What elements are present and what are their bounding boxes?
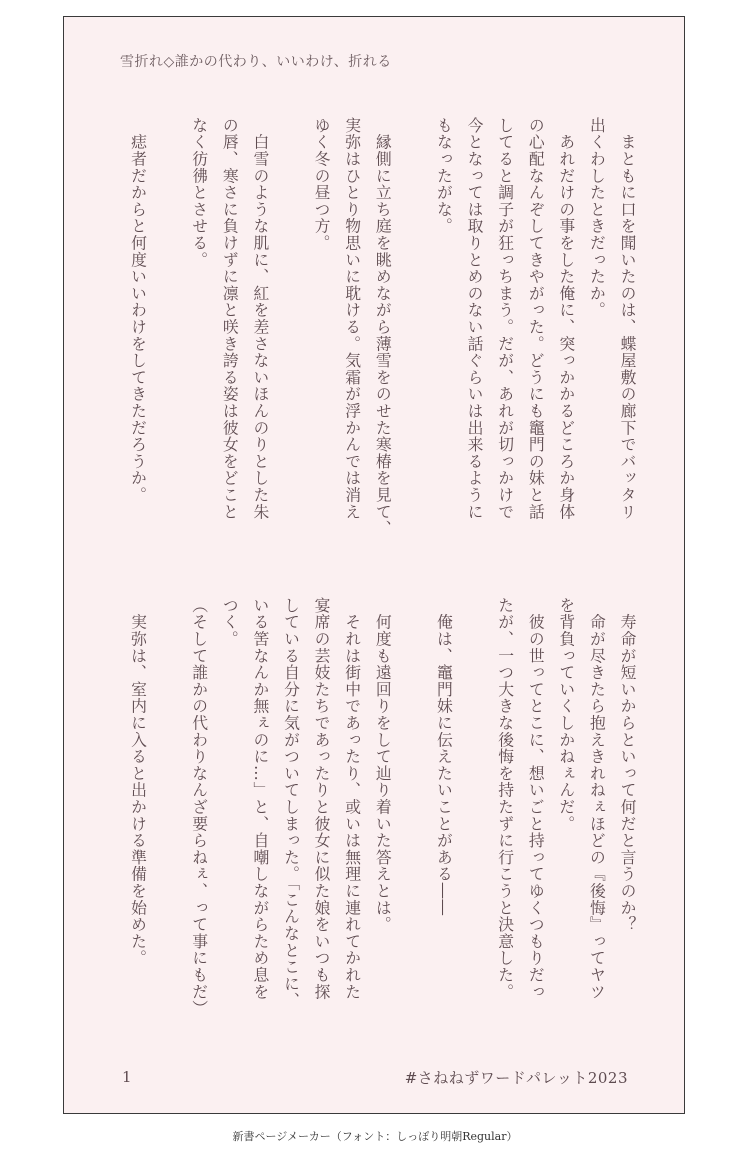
text-line: 痣者だからと何度いいわけをしてきただろうか。 — [128, 117, 148, 504]
text-line: つく。 — [220, 597, 240, 648]
text-line: 実弥はひとり物思いに耽ける。気霜が浮かんでは消え — [342, 117, 362, 521]
text-line: それは街中であったり、或いは無理に連れてかれた — [342, 597, 362, 1001]
text-line — [153, 117, 184, 567]
page-number: 1 — [122, 1068, 132, 1086]
text-line: 俺は、竈門妹に伝えたいことがある―― — [434, 597, 454, 917]
text-line: ゆく冬の昼つ方。 — [312, 117, 332, 252]
text-line: 今となっては取りとめのない話ぐらいは出来るように — [465, 117, 485, 521]
text-line — [153, 597, 184, 1047]
text-line: 出くわしたときだったか。 — [587, 117, 607, 319]
text-line: （そして誰かの代わりなんざ要らねぇ、って事にもだ） — [189, 597, 209, 1017]
text-line: している自分に気がついてしまった。「こんなとこに、 — [281, 597, 301, 1010]
page-header-title: 雪折れ◇誰かの代わり、いいわけ、折れる — [120, 54, 392, 70]
text-line — [458, 597, 489, 1047]
text-line: 縁側に立ち庭を眺めながら薄雪をのせた寒椿を見て、 — [373, 117, 393, 537]
text-line: 何度も遠回りをして辿り着いた答えとは。 — [373, 597, 393, 933]
text-line: 実弥は、室内に入ると出かける準備を始めた。 — [128, 597, 148, 967]
text-line: たが、一つ大きな後悔を持たずに行こうと決意した。 — [495, 597, 515, 1001]
maker-caption: 新書ページメーカー（フォント：しっぽり明朝Regular） — [232, 1130, 518, 1143]
text-line — [397, 117, 428, 567]
hashtag-label: #さねねずワードパレット2023 — [404, 1069, 628, 1087]
text-line: の唇、寒さに負けずに凛と咲き誇る姿は彼女をどこと — [220, 117, 240, 521]
text-line: 寿命が短いからといって何だと言うのか？ — [618, 597, 637, 933]
text-line: あれだけの事をした俺に、突っかかるどころか身体 — [556, 117, 576, 521]
text-line: 宴席の芸妓たちであったりと彼女に似た娘をいつも探 — [312, 597, 332, 1001]
text-block-top — [122, 117, 642, 567]
text-line — [397, 597, 428, 1047]
text-line: なく彷彿とさせる。 — [189, 117, 209, 269]
text-line: 彼の世ってとこに、想いごと持ってゆくつもりだっ — [526, 597, 546, 1001]
text-line: まともに口を聞いたのは、蝶屋敷の廊下でバッタリ — [618, 117, 637, 521]
text-line: を背負っていくしかねぇんだ。 — [556, 597, 576, 833]
text-line: もなったがな。 — [434, 117, 454, 235]
text-line: してると調子が狂っちまう。だが、あれが切っかけで — [495, 117, 515, 521]
text-line — [275, 117, 306, 567]
book-page — [63, 16, 685, 1114]
text-line: の心配なんぞしてきやがった。どうにも竈門の妹と話 — [526, 117, 546, 521]
text-line: いる筈なんか無ぇのに…」と、自嘲しながらため息を — [250, 597, 270, 1001]
text-block-bottom — [122, 597, 642, 1047]
text-line: 命が尽きたら抱えきれねぇほどの『後悔』ってヤツ — [587, 597, 607, 1001]
text-line: 白雪のような肌に、紅を差さないほんのりとした朱 — [250, 117, 270, 521]
